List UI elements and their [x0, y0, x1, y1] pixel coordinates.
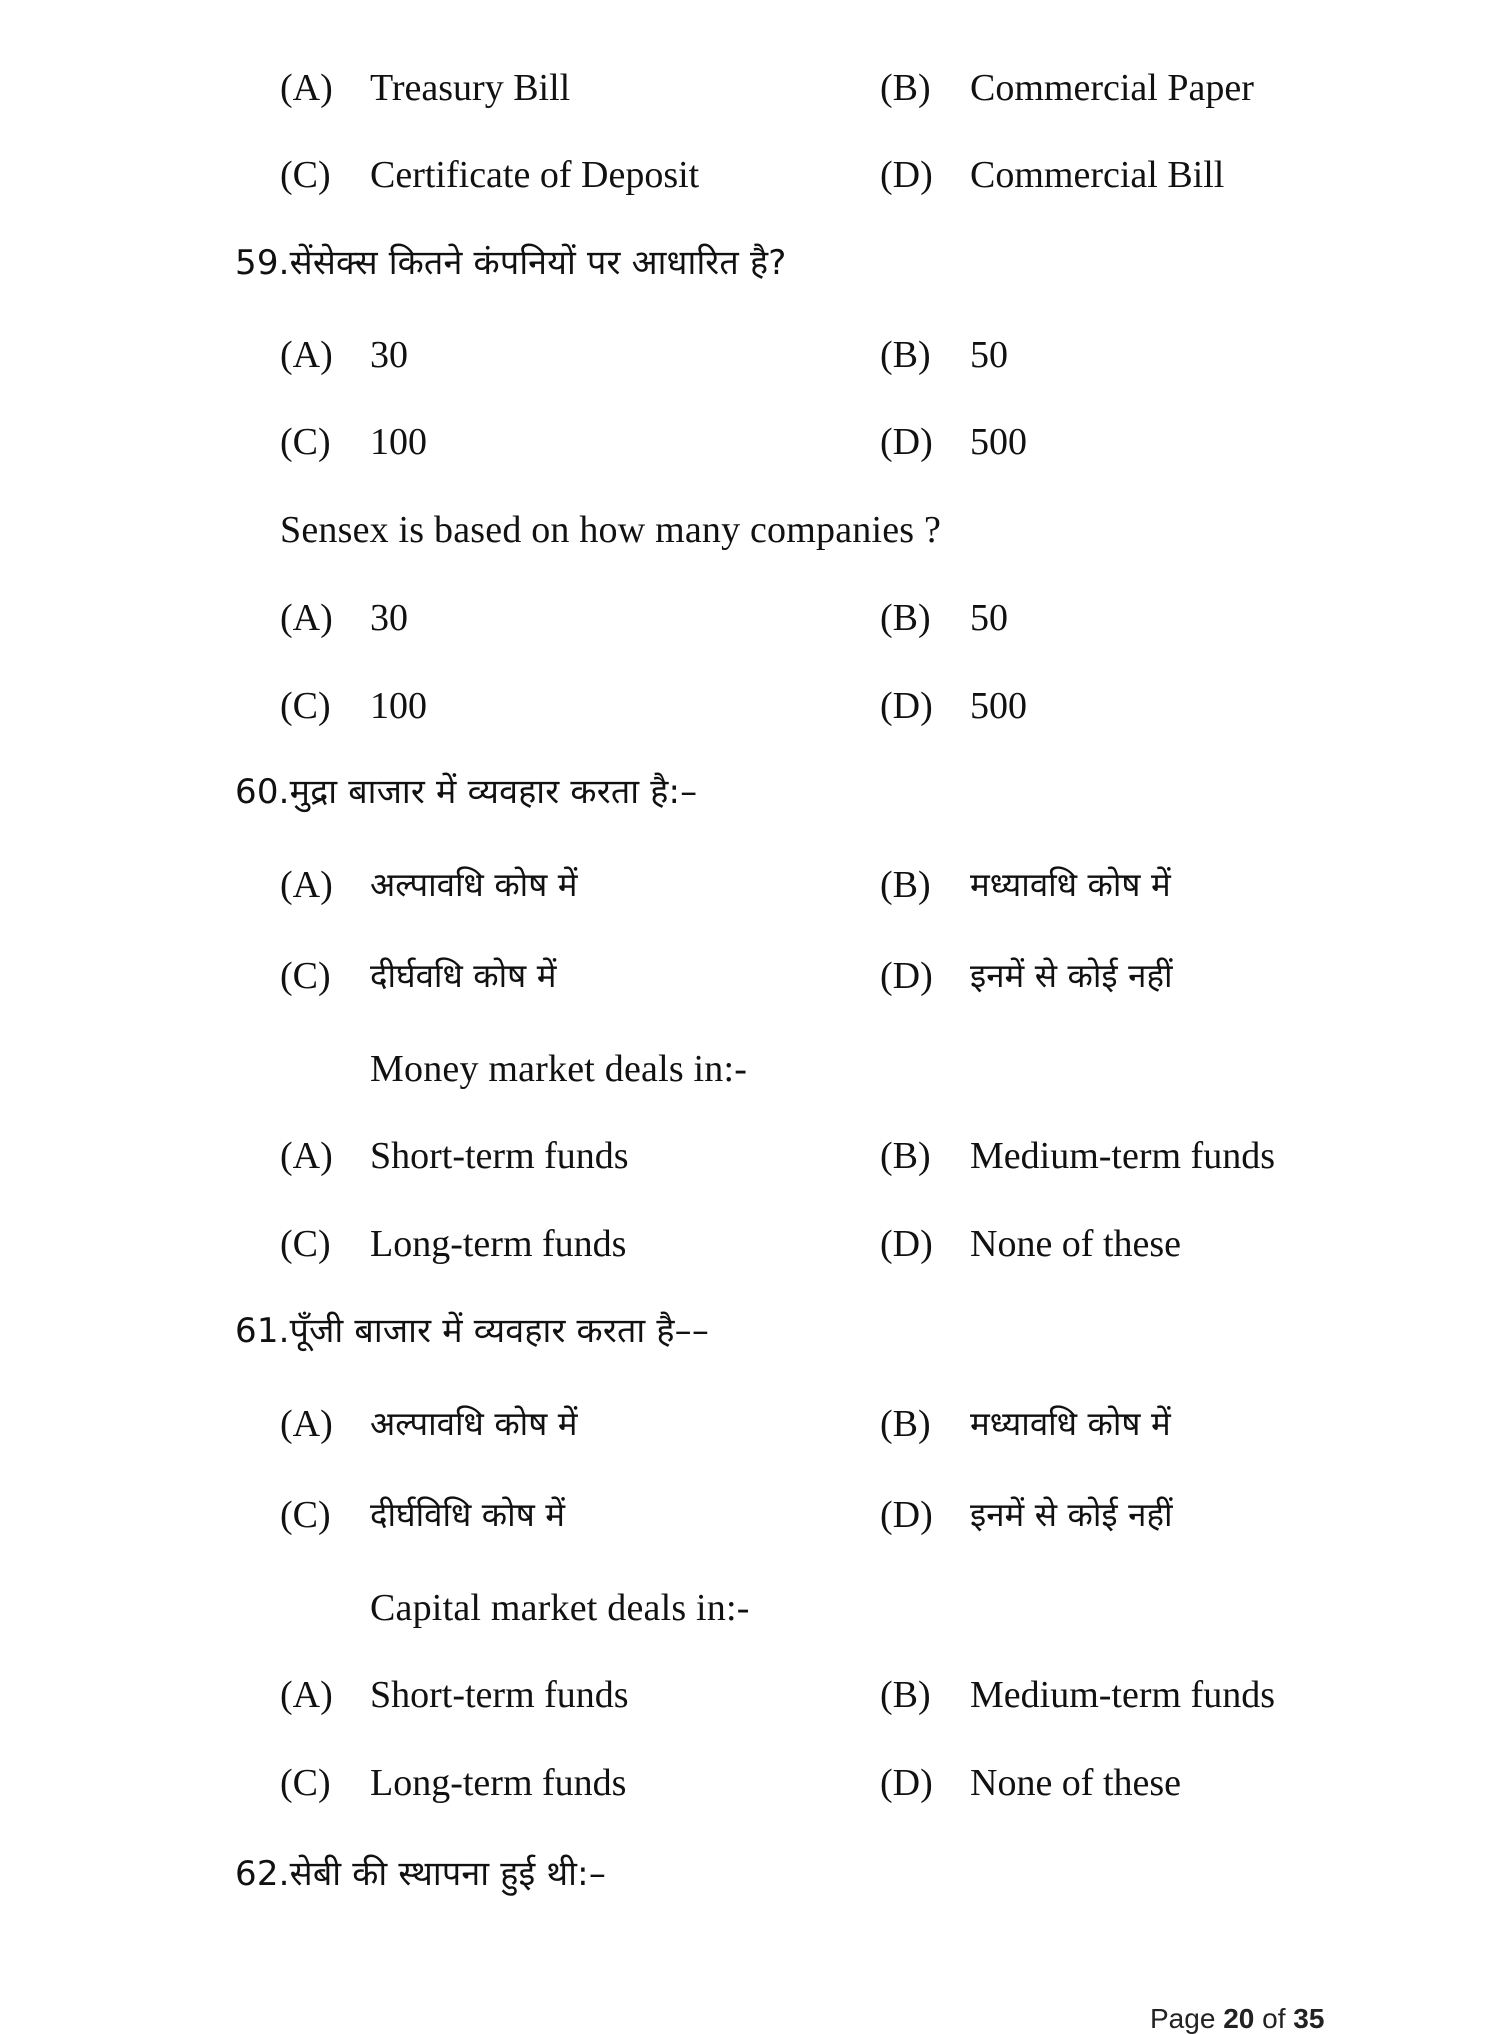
total-pages: 35: [1293, 2003, 1325, 2034]
q60-hindi-option-a-text: अल्पावधि कोष में: [370, 865, 578, 904]
page-number: 20: [1223, 2003, 1255, 2034]
q59-hindi-option-b-text: 50: [970, 334, 1008, 376]
q58-option-a-letter: (A): [280, 67, 333, 109]
q60-hindi-option-d-text: इनमें से कोई नहीं: [970, 956, 1173, 995]
q61-english-option-a-letter: (A): [280, 1674, 333, 1716]
q59-hindi-option-d-letter: (D): [880, 421, 933, 463]
page-number-footer: [1150, 2004, 1324, 2034]
q59-hindi-option-d-text: 500: [970, 421, 1027, 463]
q58-option-b-text: Commercial Paper: [970, 67, 1254, 109]
q61-english-option-d-letter: (D): [880, 1762, 933, 1804]
q60-english-option-a-text: Short-term funds: [370, 1135, 629, 1177]
q59-hindi-option-c-text: 100: [370, 421, 427, 463]
q60-english-option-c-letter: (C): [280, 1223, 331, 1265]
q59-english-option-c-text: 100: [370, 685, 427, 727]
q59-english-option-b-letter: (B): [880, 597, 931, 639]
q61-english-question: Capital market deals in:-: [370, 1587, 750, 1629]
q59-english-option-d-text: 500: [970, 685, 1027, 727]
q60-english-option-b-text: Medium-term funds: [970, 1135, 1276, 1177]
q61-english-option-b-text: Medium-term funds: [970, 1674, 1276, 1716]
q60-english-option-d-text: None of these: [970, 1223, 1182, 1265]
q59-hindi-option-c-letter: (C): [280, 421, 331, 463]
q61-english-option-c-text: Long-term funds: [370, 1762, 627, 1804]
q62-hindi-question: 62.सेबी की स्थापना हुई थी:–: [235, 1854, 607, 1894]
q59-english-option-a-text: 30: [370, 597, 408, 639]
q59-english-option-a-letter: (A): [280, 597, 333, 639]
q61-hindi-option-b-text: मध्यावधि कोष में: [970, 1404, 1171, 1443]
q61-hindi-option-a-letter: (A): [280, 1403, 333, 1445]
q58-option-d-text: Commercial Bill: [970, 154, 1225, 196]
q60-english-option-b-letter: (B): [880, 1135, 931, 1177]
q59-hindi-question: 59.सेंसेक्स कितने कंपनियों पर आधारित है?: [235, 243, 787, 283]
q59-hindi-option-a-text: 30: [370, 334, 408, 376]
q59-english-option-c-letter: (C): [280, 685, 331, 727]
q60-english-question: Money market deals in:-: [370, 1048, 748, 1090]
q61-hindi-option-b-letter: (B): [880, 1403, 931, 1445]
q59-hindi-option-b-letter: (B): [880, 334, 931, 376]
q58-option-b-letter: (B): [880, 67, 931, 109]
q60-hindi-option-d-letter: (D): [880, 955, 933, 997]
q58-option-a-text: Treasury Bill: [370, 67, 571, 109]
q61-hindi-question: 61.पूँजी बाजार में व्यवहार करता है––: [235, 1311, 710, 1351]
q60-hindi-question: 60.मुद्रा बाजार में व्यवहार करता है:–: [235, 772, 698, 812]
q61-english-option-a-text: Short-term funds: [370, 1674, 629, 1716]
q60-hindi-option-c-text: दीर्घवधि कोष में: [370, 956, 557, 995]
q58-option-d-letter: (D): [880, 154, 933, 196]
q61-hindi-option-c-letter: (C): [280, 1494, 331, 1536]
q61-hindi-option-d-letter: (D): [880, 1494, 933, 1536]
q61-hindi-option-d-text: इनमें से कोई नहीं: [970, 1495, 1173, 1534]
q58-option-c-letter: (C): [280, 154, 331, 196]
q61-hindi-option-a-text: अल्पावधि कोष में: [370, 1404, 578, 1443]
q60-english-option-c-text: Long-term funds: [370, 1223, 627, 1265]
q59-english-option-b-text: 50: [970, 597, 1008, 639]
q60-hindi-option-b-letter: (B): [880, 864, 931, 906]
q61-english-option-d-text: None of these: [970, 1762, 1182, 1804]
q59-english-question: Sensex is based on how many companies ?: [280, 509, 942, 551]
q60-english-option-d-letter: (D): [880, 1223, 933, 1265]
q61-english-option-c-letter: (C): [280, 1762, 331, 1804]
q61-english-option-b-letter: (B): [880, 1674, 931, 1716]
q60-hindi-option-a-letter: (A): [280, 864, 333, 906]
of-label: of: [1262, 2003, 1286, 2034]
q58-option-c-text: Certificate of Deposit: [370, 154, 700, 196]
q60-hindi-option-b-text: मध्यावधि कोष में: [970, 865, 1171, 904]
q60-english-option-a-letter: (A): [280, 1135, 333, 1177]
q59-english-option-d-letter: (D): [880, 685, 933, 727]
q59-hindi-option-a-letter: (A): [280, 334, 333, 376]
q61-hindi-option-c-text: दीर्घविधि कोष में: [370, 1495, 565, 1534]
q60-hindi-option-c-letter: (C): [280, 955, 331, 997]
page-label: Page: [1150, 2003, 1216, 2034]
